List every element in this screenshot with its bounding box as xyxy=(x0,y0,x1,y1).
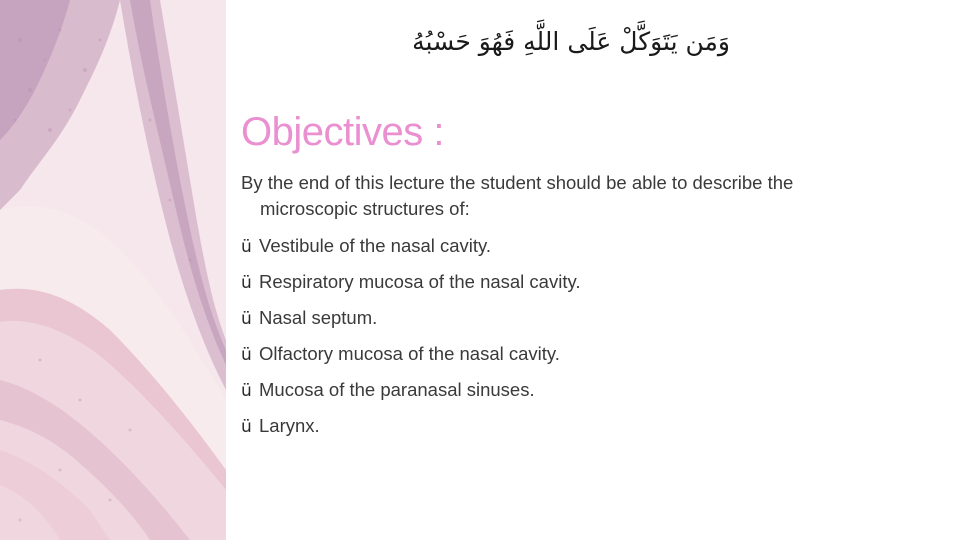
objective-text: Respiratory mucosa of the nasal cavity. xyxy=(259,271,581,292)
list-item xyxy=(241,228,581,264)
objective-text: Olfactory mucosa of the nasal cavity. xyxy=(259,343,560,364)
list-item xyxy=(241,408,581,444)
objectives-list xyxy=(241,228,581,444)
checkmark-icon: ü xyxy=(241,309,252,329)
histology-image xyxy=(0,0,226,540)
list-item xyxy=(241,264,581,300)
list-item xyxy=(241,336,581,372)
objective-text: Nasal septum. xyxy=(259,307,378,328)
checkmark-icon: ü xyxy=(241,273,252,293)
intro-line-2: microscopic structures of: xyxy=(260,198,470,219)
objective-text: Vestibule of the nasal cavity. xyxy=(259,235,492,256)
quran-verse: وَمَن يَتَوَكَّلْ عَلَى اللَّهِ فَهُوَ حَسْبُهُ xyxy=(412,27,730,56)
intro-text xyxy=(241,170,931,222)
list-item xyxy=(241,300,581,336)
objective-text: Larynx. xyxy=(259,415,320,436)
slide-title: Objectives : xyxy=(241,110,444,154)
objective-text: Mucosa of the paranasal sinuses. xyxy=(259,379,535,400)
checkmark-icon: ü xyxy=(241,237,252,257)
checkmark-icon: ü xyxy=(241,345,252,365)
list-item xyxy=(241,372,581,408)
checkmark-icon: ü xyxy=(241,417,252,437)
intro-line-1: By the end of this lecture the student should be able to describe the xyxy=(241,172,794,193)
checkmark-icon: ü xyxy=(241,381,252,401)
histology-micrograph-icon xyxy=(0,0,226,540)
